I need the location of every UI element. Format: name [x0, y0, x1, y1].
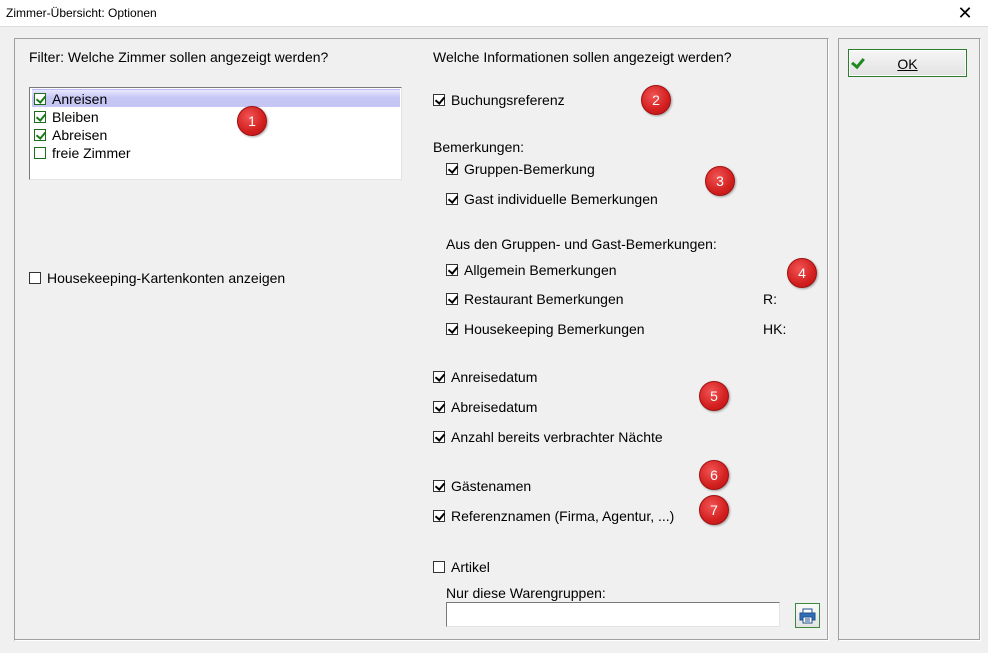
- list-item-label: Anreisen: [52, 90, 108, 107]
- housekeeping-bemerkungen-option[interactable]: [446, 321, 645, 337]
- referenznamen-checkbox[interactable]: [433, 510, 445, 522]
- restaurant-prefix: R:: [763, 291, 777, 307]
- close-icon: ✕: [957, 3, 973, 23]
- naechte-checkbox[interactable]: [433, 431, 445, 443]
- abreisen-checkbox[interactable]: [34, 129, 46, 141]
- restaurant-bemerkungen-option[interactable]: [446, 291, 624, 307]
- printer-icon: [799, 608, 816, 624]
- artikel-label: Artikel: [451, 559, 490, 575]
- buchungsreferenz-checkbox[interactable]: [433, 94, 445, 106]
- list-item-abreisen[interactable]: [32, 126, 400, 144]
- list-item-label: freie Zimmer: [52, 145, 131, 161]
- abreisedatum-option[interactable]: [433, 399, 537, 415]
- buchungsreferenz-option[interactable]: [433, 92, 565, 108]
- referenznamen-label: Referenznamen (Firma, Agentur, ...): [451, 508, 675, 524]
- filter-heading: Filter: Welche Zimmer sollen angezeigt werden?: [29, 49, 329, 65]
- naechte-label: Anzahl bereits verbrachter Nächte: [451, 429, 663, 445]
- room-filter-list[interactable]: [29, 87, 402, 180]
- ok-label: OK: [897, 56, 918, 72]
- gruppen-bemerkung-option[interactable]: [446, 161, 595, 177]
- allgemein-bemerkungen-checkbox[interactable]: [446, 264, 458, 276]
- info-heading: Welche Informationen sollen angezeigt werden?: [433, 49, 732, 65]
- warengruppen-input[interactable]: [446, 602, 780, 627]
- artikel-checkbox[interactable]: [433, 561, 445, 573]
- abreisedatum-label: Abreisedatum: [451, 399, 538, 415]
- button-panel: [838, 38, 981, 641]
- bleiben-checkbox[interactable]: [34, 111, 46, 123]
- restaurant-bemerkungen-checkbox[interactable]: [446, 293, 458, 305]
- annotation-badge-4: 4: [787, 258, 817, 288]
- allgemein-bemerkungen-option[interactable]: [446, 262, 617, 278]
- housekeeping-prefix: HK:: [763, 321, 787, 337]
- annotation-badge-5: 5: [699, 381, 729, 411]
- anreisedatum-checkbox[interactable]: [433, 371, 445, 383]
- title-bar: [0, 0, 988, 27]
- gaestenamen-checkbox[interactable]: [433, 480, 445, 492]
- naechte-option[interactable]: [433, 429, 663, 445]
- ok-button[interactable]: [848, 49, 967, 77]
- list-item-anreisen[interactable]: [32, 89, 400, 107]
- gast-bemerkungen-label: Gast individuelle Bemerkungen: [464, 191, 658, 207]
- gaestenamen-label: Gästenamen: [451, 478, 532, 494]
- housekeeping-bemerkungen-checkbox[interactable]: [446, 323, 458, 335]
- annotation-badge-1: 1: [237, 106, 267, 136]
- close-button[interactable]: [942, 0, 988, 27]
- list-item-freie-zimmer[interactable]: [32, 144, 400, 162]
- window-title: Zimmer-Übersicht: Optionen: [6, 6, 157, 20]
- freie-zimmer-checkbox[interactable]: [34, 147, 46, 159]
- gaestenamen-option[interactable]: [433, 478, 531, 494]
- housekeeping-konten-option[interactable]: [29, 270, 285, 286]
- anreisen-checkbox[interactable]: [34, 93, 46, 105]
- gruppen-bemerkung-checkbox[interactable]: [446, 163, 458, 175]
- restaurant-bemerkungen-label: Restaurant Bemerkungen: [464, 291, 624, 307]
- annotation-badge-6: 6: [699, 460, 729, 490]
- list-item-label: Abreisen: [52, 127, 108, 143]
- gast-bemerkungen-checkbox[interactable]: [446, 193, 458, 205]
- abreisedatum-checkbox[interactable]: [433, 401, 445, 413]
- anreisedatum-label: Anreisedatum: [451, 369, 538, 385]
- referenznamen-option[interactable]: [433, 508, 674, 524]
- warengruppen-label: Nur diese Warengruppen:: [446, 585, 606, 601]
- buchungsreferenz-label: Buchungsreferenz: [451, 92, 565, 108]
- annotation-badge-3: 3: [705, 166, 735, 196]
- list-item-bleiben[interactable]: [32, 108, 400, 126]
- print-button[interactable]: [795, 603, 820, 628]
- allgemein-bemerkungen-label: Allgemein Bemerkungen: [464, 262, 617, 278]
- artikel-option[interactable]: [433, 559, 490, 575]
- annotation-badge-2: 2: [641, 85, 671, 115]
- housekeeping-bemerkungen-label: Housekeeping Bemerkungen: [464, 321, 645, 337]
- housekeeping-konten-label: Housekeeping-Kartenkonten anzeigen: [47, 270, 286, 286]
- annotation-badge-7: 7: [699, 495, 729, 525]
- gruppen-bemerkung-label: Gruppen-Bemerkung: [464, 161, 595, 177]
- anreisedatum-option[interactable]: [433, 369, 537, 385]
- gast-bemerkungen-option[interactable]: [446, 191, 658, 207]
- bemerkungen-heading: Bemerkungen:: [433, 139, 525, 155]
- aus-bemerkungen-heading: Aus den Gruppen- und Gast-Bemerkungen:: [446, 236, 717, 252]
- housekeeping-konten-checkbox[interactable]: [29, 272, 41, 284]
- list-item-label: Bleiben: [52, 109, 99, 125]
